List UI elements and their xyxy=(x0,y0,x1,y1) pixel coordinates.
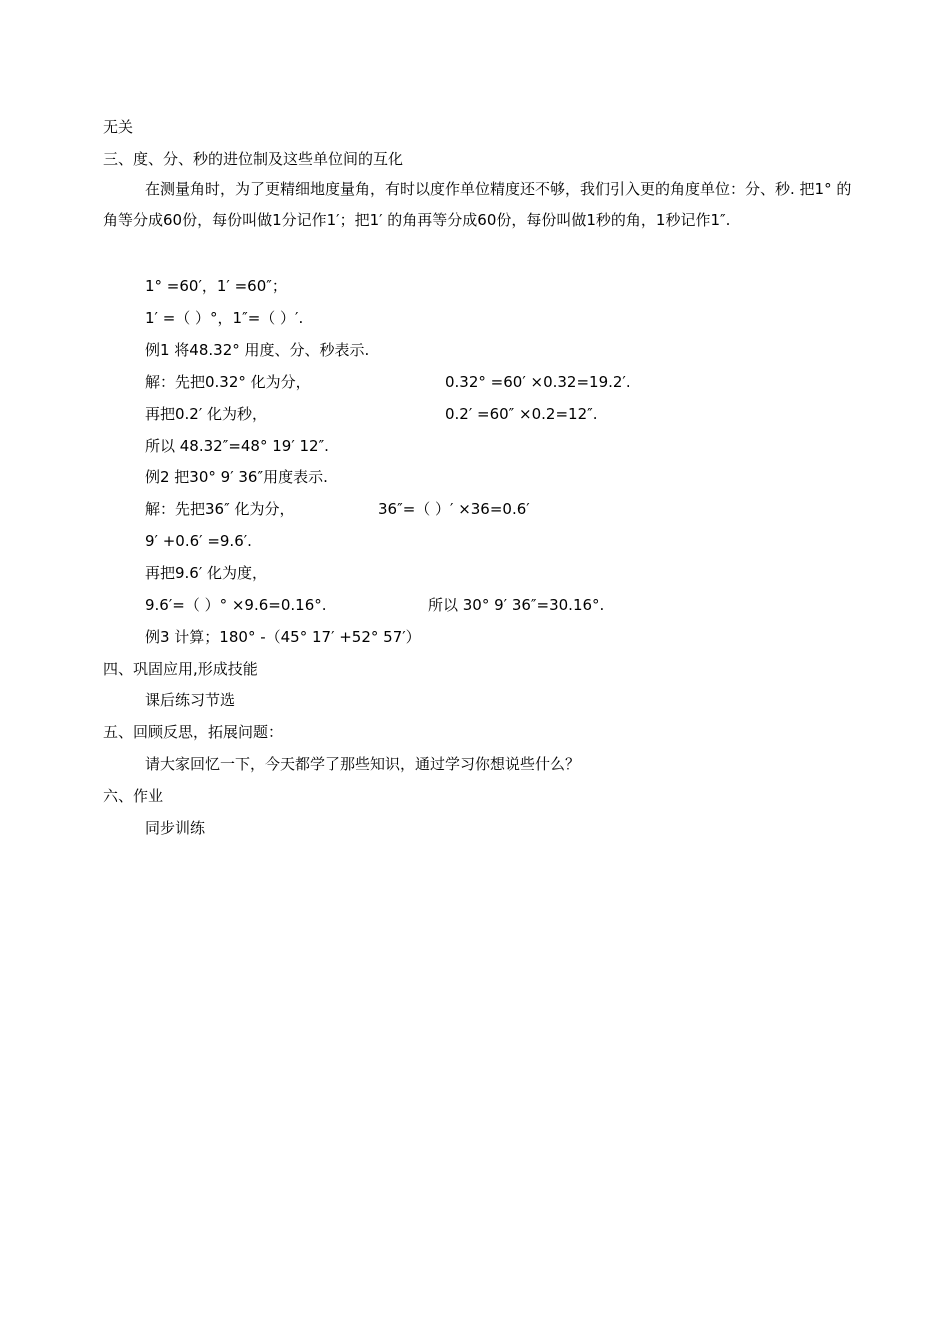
text-line: 1° =60′，1′ =60″； xyxy=(145,277,287,295)
solution-line: 解：先把0.32° 化为分， xyxy=(145,373,311,391)
text-line: 1′ =（ ）°，1″=（ ）′. xyxy=(145,309,304,327)
section-heading-5: 五、回顾反思，拓展问题： xyxy=(103,723,284,741)
text-line: 请大家回忆一下，今天都学了那些知识，通过学习你想说些什么？ xyxy=(145,755,581,773)
text-line: 同步训练 xyxy=(145,819,206,837)
section-heading-6: 六、作业 xyxy=(103,787,164,805)
section-heading-3: 三、度、分、秒的进位制及这些单位间的互化 xyxy=(103,150,404,168)
solution-line: 再把0.2′ 化为秒， xyxy=(145,405,268,423)
solution-result: 0.32° =60′ ×0.32=19.2′. xyxy=(445,373,631,391)
text-line: 课后练习节选 xyxy=(145,691,236,709)
text-line: 无关 xyxy=(103,118,134,136)
solution-line: 解：先把36″ 化为分， xyxy=(145,500,295,518)
section-heading-4: 四、巩固应用,形成技能 xyxy=(103,660,258,678)
solution-result: 36″=（ ）′ ×36=0.6′ xyxy=(378,500,530,518)
solution-result: 0.2′ =60″ ×0.2=12″. xyxy=(445,405,598,423)
solution-line: 9′ +0.6′ =9.6′. xyxy=(145,532,252,550)
paragraph-units: 在测量角时，为了更精细地度量角，有时以度作单位精度还不够，我们引入更的角度单位：分、秒. 把1° 的角等分成60份，每份叫做1分记作1′；把1′ 的角再等分成60份，每份叫做1秒的角，1秒记作1″. xyxy=(103,180,852,229)
solution-line: 9.6′=（ ）° ×9.6=0.16°. xyxy=(145,596,327,614)
solution-line: 所以 48.32″=48° 19′ 12″. xyxy=(145,437,329,455)
solution-line: 再把9.6′ 化为度， xyxy=(145,564,268,582)
example-3: 例3 计算；180° -（45° 17′ +52° 57′） xyxy=(145,628,421,646)
solution-result: 所以 30° 9′ 36″=30.16°. xyxy=(428,596,605,614)
example-1: 例1 将48.32° 用度、分、秒表示. xyxy=(145,341,370,359)
example-2: 例2 把30° 9′ 36″用度表示. xyxy=(145,468,328,486)
